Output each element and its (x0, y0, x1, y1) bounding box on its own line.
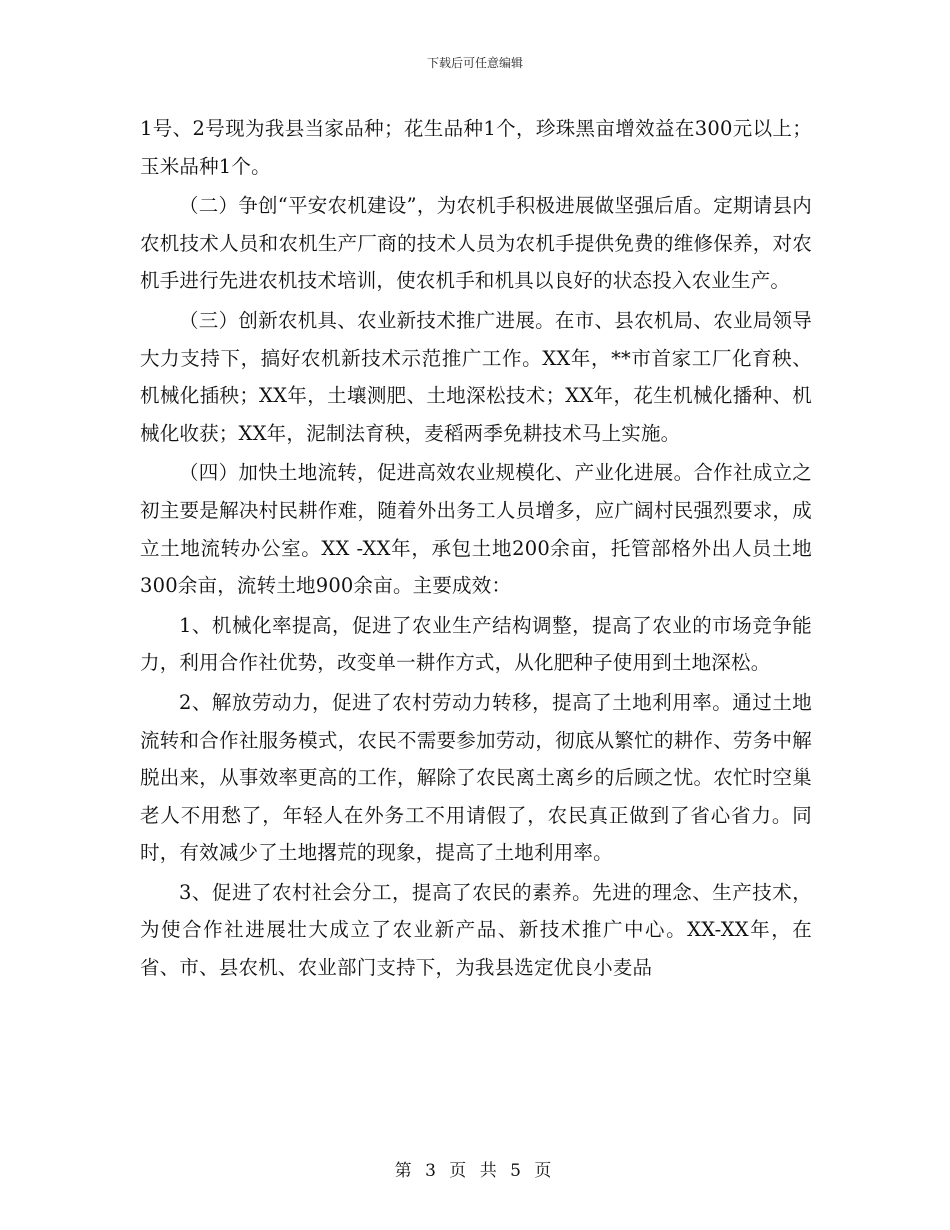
paragraph-5: 1、机械化率提高，促进了农业生产结构调整，提高了农业的市场竞争能力，利用合作社优势，改变单一耕作方式，从化肥种子使用到土地深松。 (140, 613, 812, 675)
document-body (140, 110, 812, 989)
paragraph-4: （四）加快土地流转，促进高效农业规模化、产业化进展。合作社成立之初主要是解决村民耕作难，随着外出务工人员增多，应广阔村民强烈要求，成立土地流转办公室。XX -XX年，承包土地200余亩，托管部格外出人员土地300余亩，流转土地900余亩。主要成效： (140, 461, 812, 598)
paragraph-3: （三）创新农机具、农业新技术推广进展。在市、县农机局、农业局领导大力支持下，搞好农机新技术示范推广工作。XX年，**市首家工厂化育秧、机械化插秧；XX年，土壤测肥、土地深松技术；XX年，花生机械化播种、机械化收获；XX年，泥制法育秧，麦稻两季免耕技术马上实施。 (140, 308, 812, 445)
paragraph-7: 3、促进了农村社会分工，提高了农民的素养。先进的理念、生产技术，为使合作社进展壮大成立了农业新产品、新技术推广中心。XX-XX年，在省、市、县农机、农业部门支持下，为我县选定优良小麦品 (140, 880, 812, 980)
paragraph-2: （二）争创“平安农机建设”，为农机手积极进展做坚强后盾。定期请县内农机技术人员和农机生产厂商的技术人员为农机手提供免费的维修保养，对农机手进行先进农机技术培训，使农机手和机具以良好的状态投入农业生产。 (140, 194, 812, 293)
page-number: 第 3 页 共 5 页 (394, 1161, 556, 1181)
page-header: 下载后可任意编辑 (426, 56, 523, 70)
paragraph-6: 2、解放劳动力，促进了农村劳动力转移，提高了土地利用率。通过土地流转和合作社服务模式，农民不需要参加劳动，彻底从繁忙的耕作、劳务中解脱出来，从事效率更高的工作，解除了农民离土离乡的后顾之忧。农忙时空巢老人不用愁了，年轻人在外务工不用请假了，农民真正做到了省心省力。同时，有效减少了土地撂荒的现象，提高了土地利用率。 (140, 690, 812, 865)
paragraph-1: 1号、2号现为我县当家品种；花生品种1个，珍珠黑亩增效益在300元以上；玉米品种1个。 (140, 117, 812, 178)
